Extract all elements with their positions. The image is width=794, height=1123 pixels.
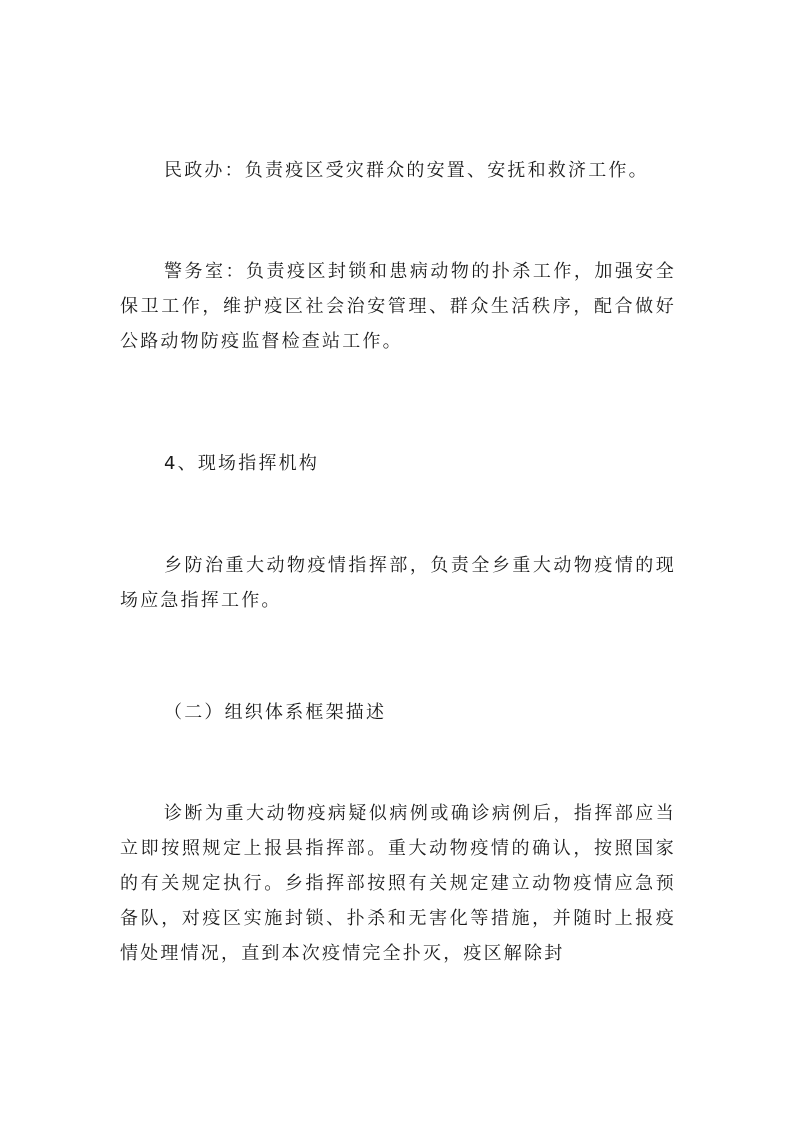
paragraph-civil-affairs: 民政办：负责疫区受灾群众的安置、安抚和救济工作。 [164, 160, 649, 181]
paragraph-onsite-command: 乡防治重大动物疫情指挥部，负责全乡重大动物疫情的现场应急指挥工作。 [120, 555, 676, 611]
paragraph-police-office: 警务室：负责疫区封锁和患病动物的扑杀工作，加强安全保卫工作，维护疫区社会治安管理、群众生活秩序，配合做好公路动物防疫监督检查站工作。 [120, 261, 676, 352]
heading-onsite-command: 4、现场指挥机构 [164, 453, 320, 474]
paragraph-organization-framework: 诊断为重大动物疫病疑似病例或确诊病例后，指挥部应当立即按照规定上报县指挥部。重大动物疫情的确认，按照国家的有关规定执行。乡指挥部按照有关规定建立动物疫情应急预备队，对疫区实施封锁、扑杀和无害化等措施，并随时上报疫情处理情况，直到本次疫情完全扑灭，疫区解除封 [120, 803, 676, 964]
heading-organization-framework: （二）组织体系框架描述 [164, 702, 387, 723]
